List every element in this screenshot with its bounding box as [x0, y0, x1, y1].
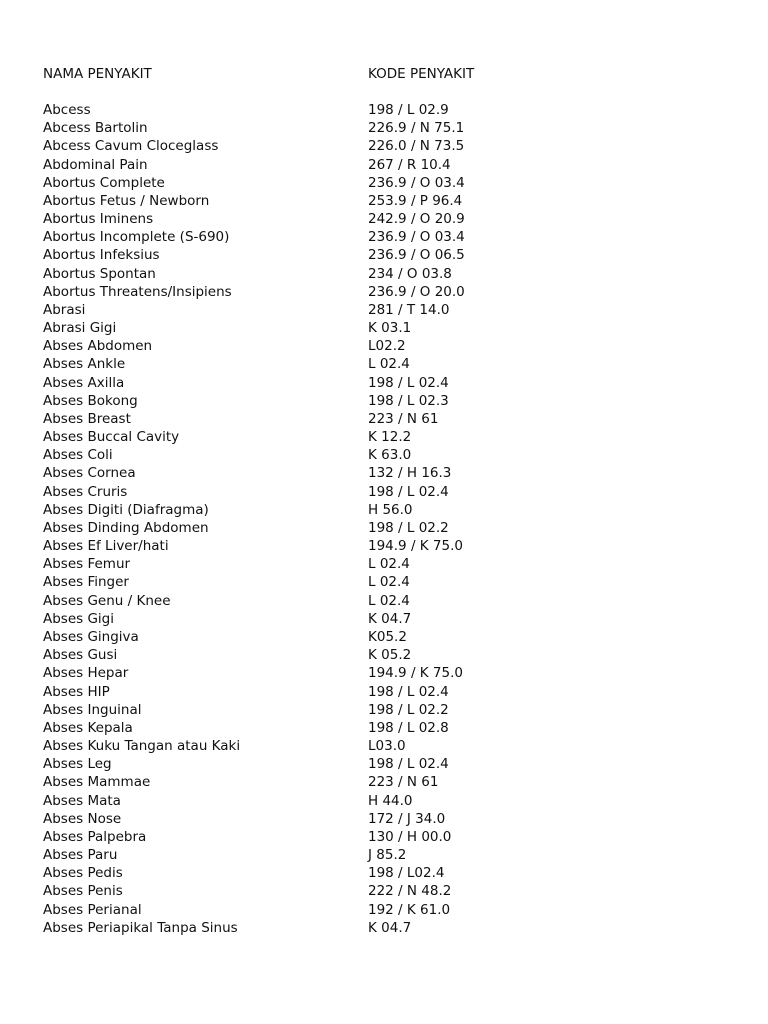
disease-name: Abcess	[43, 102, 91, 118]
table-row	[43, 337, 743, 355]
table-row	[43, 646, 743, 664]
disease-name: Abses Kuku Tangan atau Kaki	[43, 738, 241, 755]
table-row	[43, 265, 743, 283]
table-row	[43, 683, 743, 701]
disease-name: Abortus Fetus / Newborn	[43, 192, 210, 209]
table-row	[43, 610, 743, 628]
table-row	[43, 410, 743, 428]
table-row	[43, 664, 743, 682]
disease-name: Abses Kepala	[43, 719, 133, 736]
disease-name: Abses Cruris	[43, 483, 128, 500]
disease-name: Abses Penis	[43, 883, 123, 900]
disease-name: Abses Paru	[43, 847, 118, 864]
disease-name: Abcess Cavum Cloceglass	[43, 138, 219, 155]
disease-name: Abrasi	[43, 301, 86, 318]
disease-name: Abortus Iminens	[43, 211, 154, 228]
disease-name: Abses Leg	[43, 756, 112, 773]
table-row	[43, 174, 743, 192]
disease-code: 236.9 / O 06.5	[368, 247, 465, 264]
disease-name: Abses Dinding Abdomen	[43, 519, 209, 536]
disease-name: Abses Bokong	[43, 392, 138, 409]
disease-code: 198 / L 02.9	[368, 102, 449, 118]
disease-code: 130 / H 00.0	[368, 828, 452, 845]
table-row	[43, 882, 743, 900]
disease-list	[43, 101, 743, 937]
disease-name: Abortus Spontan	[43, 265, 156, 282]
disease-name: Abses Ankle	[43, 356, 126, 373]
disease-name: Abortus Incomplete (S-690)	[43, 229, 230, 246]
disease-code: K05.2	[368, 628, 407, 645]
table-row	[43, 701, 743, 719]
disease-name: Abses Pedis	[43, 865, 123, 882]
disease-code: 198 / L 02.4	[368, 483, 449, 500]
disease-name: Abses Genu / Knee	[43, 592, 171, 609]
table-row	[43, 301, 743, 319]
table-row	[43, 210, 743, 228]
disease-code: H 56.0	[368, 501, 413, 518]
disease-code: K 03.1	[368, 320, 412, 337]
disease-code: 253.9 / P 96.4	[368, 192, 463, 209]
table-row	[43, 137, 743, 155]
disease-code: J 85.2	[368, 847, 407, 864]
disease-code: 236.9 / O 03.4	[368, 229, 465, 246]
disease-code: K 04.7	[368, 610, 412, 627]
disease-code: 281 / T 14.0	[368, 301, 450, 318]
disease-code: K 05.2	[368, 647, 412, 664]
disease-code: 222 / N 48.2	[368, 883, 452, 900]
table-row	[43, 283, 743, 301]
disease-name: Abses Perianal	[43, 901, 142, 918]
disease-code: 198 / L 02.3	[368, 392, 449, 409]
disease-name: Abses Digiti (Diafragma)	[43, 501, 209, 518]
disease-name: Abses Breast	[43, 410, 131, 427]
disease-name: Abses Coli	[43, 447, 113, 464]
disease-code: K 04.7	[368, 919, 412, 936]
disease-name: Abses Nose	[43, 810, 122, 827]
disease-code: 223 / N 61	[368, 410, 439, 427]
table-row	[43, 864, 743, 882]
table-row	[43, 846, 743, 864]
disease-code: 194.9 / K 75.0	[368, 665, 463, 682]
disease-code: 194.9 / K 75.0	[368, 538, 463, 555]
disease-code: L02.2	[368, 338, 406, 355]
table-row	[43, 592, 743, 610]
disease-name: Abcess Bartolin	[43, 120, 148, 137]
table-row	[43, 828, 743, 846]
disease-name: Abses Abdomen	[43, 338, 153, 355]
disease-code: 198 / L 02.4	[368, 374, 449, 391]
disease-code: 226.9 / N 75.1	[368, 120, 465, 137]
disease-name: Abses Mata	[43, 792, 121, 809]
disease-name: Abses Femur	[43, 556, 131, 573]
table-row	[43, 919, 743, 937]
disease-code: 132 / H 16.3	[368, 465, 452, 482]
disease-code: 198 / L 02.2	[368, 701, 449, 718]
table-row	[43, 628, 743, 646]
disease-code: 198 / L 02.4	[368, 683, 449, 700]
disease-code: 223 / N 61	[368, 774, 439, 791]
disease-name: Abdominal Pain	[43, 156, 148, 173]
disease-code: L 02.4	[368, 574, 410, 591]
table-row	[43, 228, 743, 246]
disease-name: Abses HIP	[43, 683, 110, 700]
disease-code: H 44.0	[368, 792, 413, 809]
table-row	[43, 737, 743, 755]
header-code-label: KODE PENYAKIT	[368, 66, 475, 82]
disease-name: Abrasi Gigi	[43, 320, 117, 337]
table-row	[43, 810, 743, 828]
disease-name: Abses Ef Liver/hati	[43, 538, 169, 555]
disease-code: 242.9 / O 20.9	[368, 211, 465, 228]
disease-code: K 12.2	[368, 429, 412, 446]
table-row	[43, 901, 743, 919]
disease-name: Abses Inguinal	[43, 701, 142, 718]
disease-name: Abses Periapikal Tanpa Sinus	[43, 919, 238, 936]
table-row	[43, 156, 743, 174]
table-row	[43, 719, 743, 737]
disease-name: Abortus Threatens/Insipiens	[43, 283, 232, 300]
table-row	[43, 501, 743, 519]
table-row	[43, 428, 743, 446]
table-row	[43, 192, 743, 210]
header-name-label: NAMA PENYAKIT	[43, 66, 152, 82]
table-row	[43, 792, 743, 810]
disease-code: 198 / L 02.2	[368, 519, 449, 536]
disease-name: Abses Finger	[43, 574, 129, 591]
disease-code: L 02.4	[368, 556, 410, 573]
table-row	[43, 319, 743, 337]
table-row	[43, 755, 743, 773]
disease-code: 236.9 / O 20.0	[368, 283, 465, 300]
disease-code: 198 / L 02.4	[368, 756, 449, 773]
table-row	[43, 446, 743, 464]
table-row	[43, 519, 743, 537]
disease-name: Abortus Infeksius	[43, 247, 160, 264]
table-row	[43, 355, 743, 373]
table-row	[43, 392, 743, 410]
disease-code: 198 / L 02.8	[368, 719, 449, 736]
disease-code: 267 / R 10.4	[368, 156, 451, 173]
disease-name: Abses Gigi	[43, 610, 115, 627]
table-row	[43, 119, 743, 137]
disease-name: Abses Gingiva	[43, 628, 139, 645]
disease-name: Abortus Complete	[43, 174, 165, 191]
disease-code: 192 / K 61.0	[368, 901, 451, 918]
table-row	[43, 101, 743, 119]
table-row	[43, 537, 743, 555]
table-row	[43, 555, 743, 573]
disease-code: 234 / O 03.8	[368, 265, 452, 282]
disease-name: Abses Mammae	[43, 774, 151, 791]
table-header	[43, 65, 743, 83]
disease-name: Abses Gusi	[43, 647, 118, 664]
disease-name: Abses Palpebra	[43, 828, 147, 845]
table-row	[43, 573, 743, 591]
table-row	[43, 464, 743, 482]
disease-code: L03.0	[368, 738, 406, 755]
disease-code: 198 / L02.4	[368, 865, 445, 882]
disease-name: Abses Buccal Cavity	[43, 429, 180, 446]
table-row	[43, 246, 743, 264]
table-row	[43, 374, 743, 392]
disease-code: K 63.0	[368, 447, 412, 464]
table-row	[43, 483, 743, 501]
table-row	[43, 773, 743, 791]
disease-code: L 02.4	[368, 592, 410, 609]
disease-code: 172 / J 34.0	[368, 810, 446, 827]
disease-name: Abses Cornea	[43, 465, 136, 482]
disease-code: 226.0 / N 73.5	[368, 138, 465, 155]
disease-name: Abses Hepar	[43, 665, 129, 682]
disease-code: 236.9 / O 03.4	[368, 174, 465, 191]
disease-name: Abses Axilla	[43, 374, 125, 391]
disease-code: L 02.4	[368, 356, 410, 373]
